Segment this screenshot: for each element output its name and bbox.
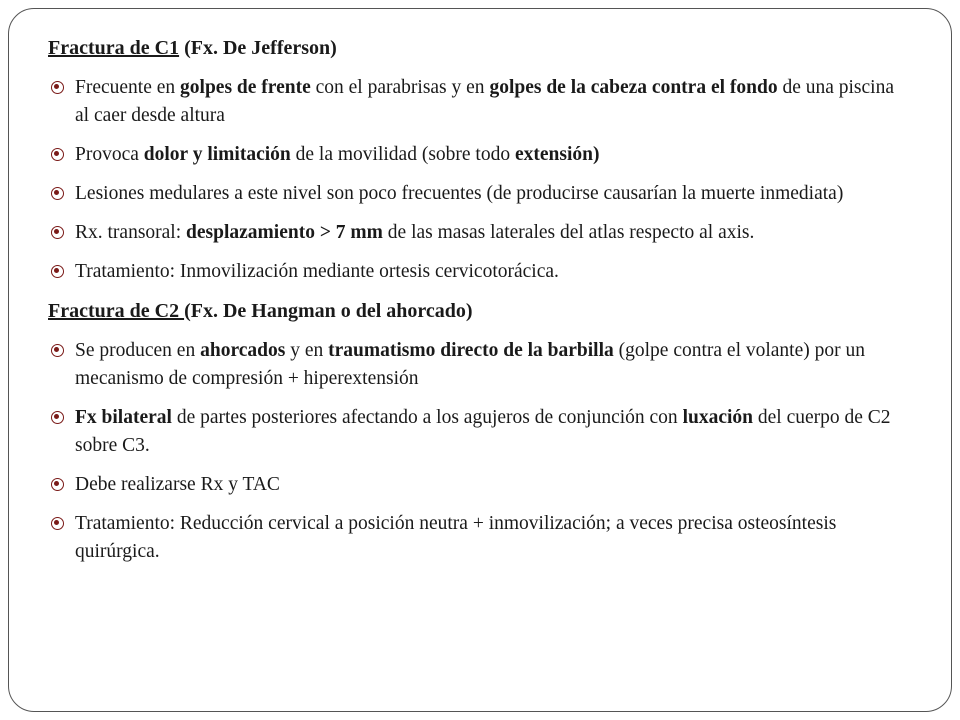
bold-text-segment: ahorcados (200, 340, 286, 361)
bold-text-segment: extensión) (514, 144, 600, 165)
text-segment: y en (285, 340, 329, 361)
bullet-marker-icon (51, 411, 64, 424)
bullet-marker-icon (51, 81, 64, 94)
text-segment: Provoca (75, 144, 144, 165)
section-heading-c1-underlined: Fractura de C1 (48, 37, 180, 59)
bold-text-segment: dolor y limitación (143, 144, 291, 165)
bullet-text (75, 183, 843, 204)
bullet-item (48, 337, 908, 393)
bullet-item (48, 510, 908, 566)
text-segment: Lesiones medulares a este nivel son poco frecuentes (de producirse causarían la muerte inmediata) (75, 183, 844, 204)
text-segment: con el parabrisas y en (310, 77, 490, 98)
bullet-marker-icon (51, 344, 64, 357)
text-segment: Frecuente en (75, 77, 181, 98)
text-segment: del cuerpo de C2 sobre C3. (75, 407, 891, 456)
text-segment: Se producen en (75, 340, 201, 361)
section-heading-c1 (48, 34, 908, 62)
bullet-marker-icon (51, 148, 64, 161)
bullet-item (48, 258, 908, 286)
section-heading-c2-rest: (Fx. De Hangman o del ahorcado) (184, 300, 473, 322)
bullet-marker-icon (51, 265, 64, 278)
text-segment: Tratamiento: Inmovilización mediante ortesis cervicotorácica. (75, 261, 559, 282)
bullet-item (48, 141, 908, 169)
bullet-text (75, 474, 280, 495)
bold-text-segment: desplazamiento > 7 mm (186, 222, 383, 243)
bullet-item (48, 180, 908, 208)
bullet-text (75, 77, 894, 126)
bullet-text (75, 144, 599, 165)
slide-content (48, 34, 908, 577)
text-segment: de las masas laterales del atlas respecto al axis. (382, 222, 755, 243)
bullet-text (75, 407, 891, 456)
bullet-marker-icon (51, 517, 64, 530)
section-heading-c2 (48, 297, 908, 325)
text-segment: Tratamiento: Reducción cervical a posición neutra + inmovilización; a veces precisa osteosíntesis quirúrgica. (75, 513, 837, 562)
section-heading-c2-underlined: Fractura de C2 (48, 300, 185, 322)
text-segment: de la movilidad (sobre todo (290, 144, 515, 165)
text-segment: Rx. transoral: (75, 222, 187, 243)
text-segment: de partes posteriores afectando a los agujeros de conjunción con (171, 407, 683, 428)
bullet-text (75, 340, 865, 389)
bullet-text (75, 222, 754, 243)
bullet-text (75, 513, 836, 562)
bullet-list-c1 (48, 74, 908, 286)
bold-text-segment: golpes de la cabeza contra el fondo (489, 77, 778, 98)
bullet-item (48, 471, 908, 499)
bold-text-segment: Fx bilateral (75, 407, 172, 428)
bullet-marker-icon (51, 187, 64, 200)
bullet-item (48, 74, 908, 130)
bullet-marker-icon (51, 478, 64, 491)
bold-text-segment: golpes de frente (180, 77, 311, 98)
bullet-marker-icon (51, 226, 64, 239)
bullet-item (48, 219, 908, 247)
bold-text-segment: luxación (682, 407, 753, 428)
section-heading-c1-rest: (Fx. De Jefferson) (179, 37, 337, 59)
bold-text-segment: traumatismo directo de la barbilla (328, 340, 614, 361)
text-segment: Debe realizarse Rx y TAC (75, 474, 280, 495)
bullet-text (75, 261, 559, 282)
bullet-item (48, 404, 908, 460)
text-segment: de una piscina al caer desde altura (75, 77, 894, 126)
bullet-list-c2 (48, 337, 908, 566)
text-segment: (golpe contra el volante) por un mecanismo de compresión + hiperextensión (75, 340, 865, 389)
